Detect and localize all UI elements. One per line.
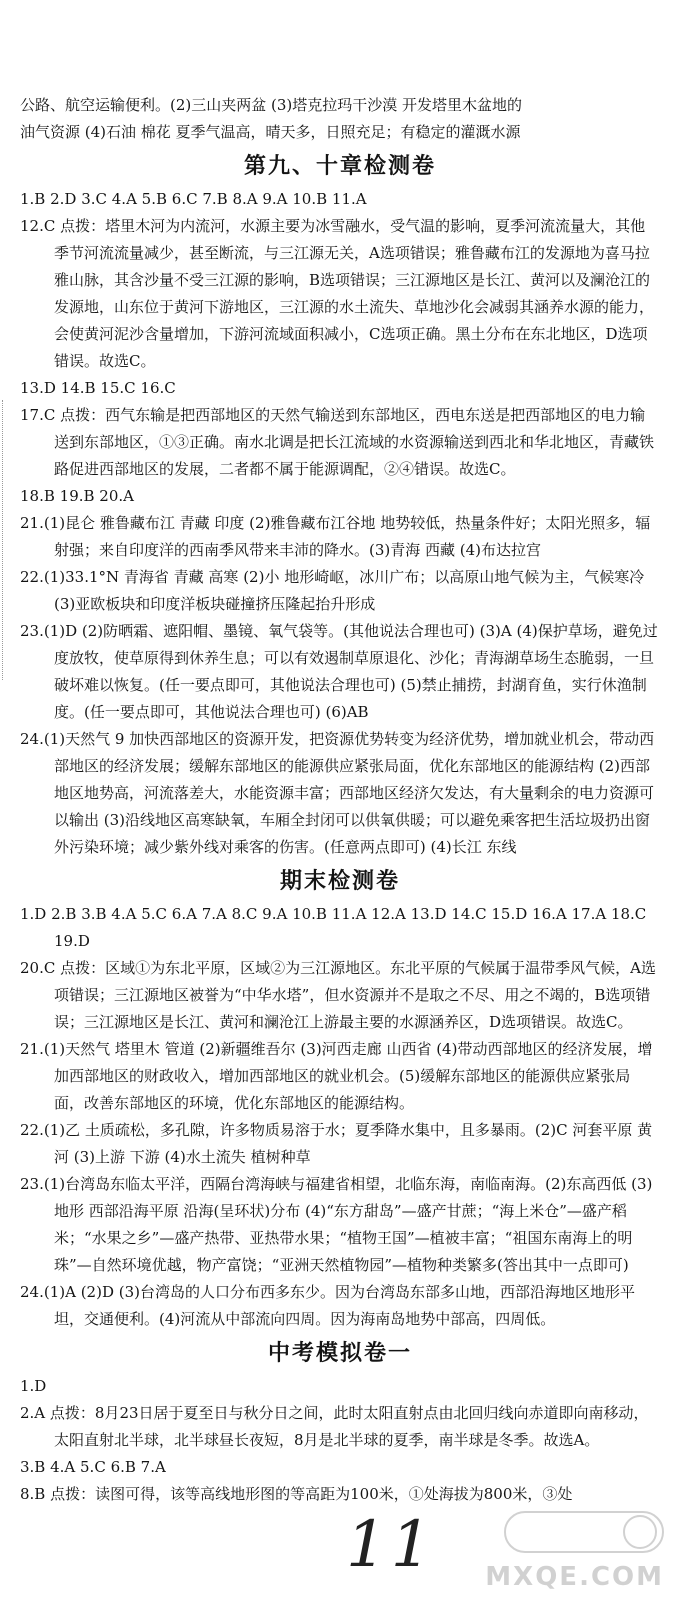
binding-dots	[2, 400, 5, 680]
section-title-final-exam: 期末检测卷	[279, 868, 400, 894]
answer-para: 1.D	[20, 1377, 47, 1395]
answer-para: 18.B 19.B 20.A	[20, 487, 134, 505]
answer-para: 23.(1)台湾岛东临太平洋，西隔台湾海峡与福建省相望，北临东海，南临南海。(2)东高西低 (3)地形 西部沿海平原 沿海(呈环状)分布 (4)“东方甜岛”—盛产甘蔗；“海上米仓”—盛产稻米；“水果之乡”—盛产热带、亚热带水果；“植物王国”—植被丰富；“祖国东南海上的明珠”—自然环境优越，物产富饶；“亚洲天然植物园”—植物种类繁多(答出其中一点即可)	[20, 1175, 653, 1274]
answer-para: 22.(1)乙 土质疏松，多孔隙，许多物质易溶于水；夏季降水集中，且多暴雨。(2)C 河套平原 黄河 (3)上游 下游 (4)水土流失 植树种草	[20, 1121, 653, 1166]
top-line-2: 油气资源 (4)石油 棉花 夏季气温高，晴天多，日照充足；有稳定的灌溉水源	[20, 123, 521, 141]
answer-para: 1.B 2.D 3.C 4.A 5.B 6.C 7.B 8.A 9.A 10.B 11.A	[20, 190, 367, 208]
section-title-ch9-10: 第九、十章检测卷	[243, 153, 436, 179]
watermark	[485, 1508, 668, 1592]
answer-para: 24.(1)A (2)D (3)台湾岛的人口分布西多东少。因为台湾岛东部多山地，西部沿海地区地形平坦，交通便利。(4)河流从中部流向四周。因为海南岛地势中部高，四周低。	[20, 1283, 635, 1328]
answer-para: 1.D 2.B 3.B 4.A 5.C 6.A 7.A 8.C 9.A 10.B 11.A 12.A 13.D 14.C 15.D 16.A 17.A 18.C 19.D	[20, 905, 647, 950]
answer-para: 8.B 点拨：读图可得，该等高线地形图的等高距为100米，①处海拔为800米，③处	[20, 1485, 573, 1503]
answer-para: 13.D 14.B 15.C 16.C	[20, 379, 176, 397]
answer-para: 21.(1)昆仑 雅鲁藏布江 青藏 印度 (2)雅鲁藏布江谷地 地势较低，热量条件好；太阳光照多，辐射强；来自印度洋的西南季风带来丰沛的降水。(3)青海 西藏 (4)布达拉宫	[20, 514, 651, 559]
watermark-logo-icon	[504, 1508, 664, 1556]
answer-para: 12.C 点拨：塔里木河为内流河，水源主要为冰雪融水，受气温的影响，夏季河流流量大，其他季节河流流量减少，甚至断流，与三江源无关，A选项错误；雅鲁藏布江的发源地为喜马拉雅山脉，其含沙量不受三江源的影响，B选项错误；三江源地区是长江、黄河以及澜沧江的发源地，山东位于黄河下游地区，三江源的水土流失、草地沙化会减弱其涵养水源的能力，会使黄河泥沙含量增加，下游河流域面积减小，C选项正确。黑土分布在东北地区，D选项错误。故选C。	[20, 217, 655, 370]
answer-para: 20.C 点拨：区域①为东北平原，区域②为三江源地区。东北平原的气候属于温带季风气候，A选项错误；三江源地区被誉为“中华水塔”，但水资源并不是取之不尽、用之不竭的，B选项错误；三江源地区是长江、黄河和澜沧江上游最主要的水源涵养区，D选项错误。故选C。	[20, 959, 656, 1031]
top-line-1: 公路、航空运输便利。(2)三山夹两盆 (3)塔克拉玛干沙漠 开发塔里木盆地的	[20, 96, 523, 114]
answer-para: 24.(1)天然气 9 加快西部地区的资源开发，把资源优势转变为经济优势，增加就业机会，带动西部地区的经济发展；缓解东部地区的能源供应紧张局面，优化东部地区的能源结构 (2)西部地区地势高，河流落差大，水能资源丰富；西部地区经济欠发达，有大量剩余的电力资源可以输出 (3)沿线地区高寒缺氧，车厢全封闭可以供氧供暖；可以避免乘客把生活垃圾扔出窗外污染环境；减少紫外线对乘客的伤害。(任意两点即可) (4)长江 东线	[20, 730, 655, 856]
answer-para: 23.(1)D (2)防晒霜、遮阳帽、墨镜、氧气袋等。(其他说法合理也可) (3)A (4)保护草场，避免过度放牧，使草原得到休养生息；可以有效遏制草原退化、沙化；青海湖草场生态脆弱，一旦破坏难以恢复。(任一要点即可，其他说法合理也可) (5)禁止捕捞，封湖育鱼，实行休渔制度。(任一要点即可，其他说法合理也可) (6)AB	[20, 622, 658, 721]
answer-para: 22.(1)33.1°N 青海省 青藏 高寒 (2)小 地形崎岖，冰川广布；以高原山地气候为主，气候寒冷 (3)亚欧板块和印度洋板块碰撞挤压隆起抬升形成	[20, 568, 645, 613]
section-title-mock-exam-1: 中考模拟卷一	[267, 1340, 412, 1366]
answer-para: 3.B 4.A 5.C 6.B 7.A	[20, 1458, 166, 1476]
page-number: 11	[346, 1508, 436, 1582]
answer-para: 21.(1)天然气 塔里木 管道 (2)新疆维吾尔 (3)河西走廊 山西省 (4)带动西部地区的经济发展，增加西部地区的财政收入，增加西部地区的就业机会。(5)缓解东部地区的能源供应紧张局面，改善东部地区的环境，优化东部地区的能源结构。	[20, 1040, 653, 1112]
watermark-text: MXQE.COM	[485, 1562, 664, 1592]
answer-para: 17.C 点拨：西气东输是把西部地区的天然气输送到东部地区，西电东送是把西部地区的电力输送到东部地区，①③正确。南水北调是把长江流域的水资源输送到西北和华北地区，青藏铁路促进西部地区的发展，二者都不属于能源调配，②④错误。故选C。	[20, 406, 655, 478]
page-content	[20, 92, 660, 1508]
answer-para: 2.A 点拨：8月23日居于夏至日与秋分日之间，此时太阳直射点由北回归线向赤道即向南移动，太阳直射北半球，北半球昼长夜短，8月是北半球的夏季，南半球是冬季。故选A。	[20, 1404, 649, 1449]
